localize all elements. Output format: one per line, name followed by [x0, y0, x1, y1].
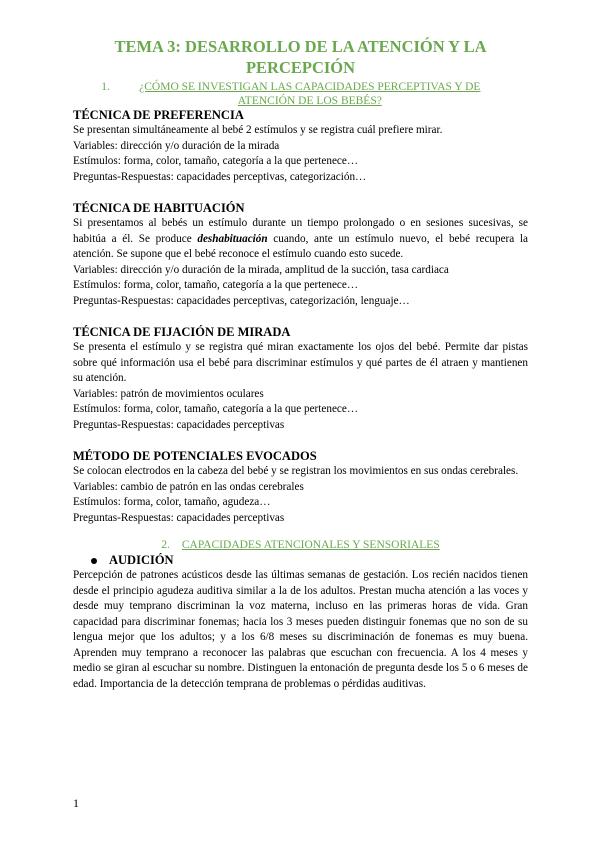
fijacion-line-2: Estímulos: forma, color, tamaño, categoría a la que pertenece…: [73, 403, 359, 415]
page-number: 1: [73, 796, 79, 810]
bullet-dot-icon: [91, 558, 97, 564]
preferencia-line-4: Preguntas-Respuestas: capacidades perceptivas, categorización…: [73, 170, 367, 183]
fijacion-line-3: Preguntas-Respuestas: capacidades perceptivas: [73, 418, 285, 431]
title-line-1: TEMA 3: DESARROLLO DE LA ATENCIÓN Y LA: [114, 37, 487, 56]
preferencia-heading: TÉCNICA DE PREFERENCIA: [73, 108, 244, 122]
section-2-number: 2.: [161, 539, 170, 551]
potenciales-paragraph: Se colocan electrodos en la cabeza del bebé y se registran los movimientos en sus ondas cerebrales.: [73, 465, 519, 477]
spacer: [73, 433, 528, 449]
fijacion-line-1: Variables: patrón de movimientos oculares: [73, 387, 264, 400]
potenciales-line-1: Variables: cambio de patrón en las ondas cerebrales: [73, 480, 304, 493]
section-1-title: ¿CÓMO SE INVESTIGAN LAS CAPACIDADES PERCEPTIVAS Y DE ATENCIÓN DE LOS BEBÉS?: [139, 81, 481, 107]
fijacion-heading: TÉCNICA DE FIJACIÓN DE MIRADA: [73, 325, 291, 339]
section-1-number: 1.: [101, 81, 110, 93]
habituacion-paragraph: [73, 216, 528, 263]
section-2-title: CAPACIDADES ATENCIONALES Y SENSORIALES: [181, 539, 440, 551]
habituacion-text-b: cuando, ante un estímulo nuevo, el bebé recupera la atención. Se supone que el bebé reconoce el estímulo cuando esto sucede.: [73, 232, 528, 260]
fijacion-paragraph: Se presenta el estímulo y se registra qué miran exactamente los ojos del bebé. Permite dar pistas sobre qué información usa el bebé para discriminar estímulos y qué partes de él atraen y mantienen su atención.: [73, 341, 528, 384]
spacer: [73, 309, 528, 325]
habituacion-text-a: Si presentamos al bebés un estímulo durante un tiempo prolongado o en sesiones sucesivas, se habitúa a él. Se produce: [73, 217, 528, 245]
potenciales-heading: MÉTODO DE POTENCIALES EVOCADOS: [73, 449, 317, 463]
preferencia-block: [73, 108, 528, 185]
section-2-heading: [73, 538, 528, 553]
document-page: [73, 36, 528, 692]
document-title: [73, 36, 528, 78]
section-1-heading: [73, 80, 528, 108]
habituacion-heading: TÉCNICA DE HABITUACIÓN: [73, 201, 245, 215]
fijacion-block: [73, 325, 528, 433]
habituacion-line-1: Variables: dirección y/o duración de la mirada, amplitud de la succión, tasa cardiaca: [73, 263, 449, 276]
preferencia-line-2: Variables: dirección y/o duración de la mirada: [73, 139, 280, 152]
title-line-2: PERCEPCIÓN: [245, 58, 356, 77]
preferencia-line-3: Estímulos: forma, color, tamaño, categoría a la que pertenece…: [73, 155, 359, 167]
audicion-paragraph: Percepción de patrones acústicos desde las últimas semanas de gestación. Los recién nacidos tienen desde el principio agudeza auditiva similar a la de los adultos. Prestan mucha atención a las voces y desde muy temprano discriminan la voz materna, incluso en las primeras horas de vida. Gran capacidad para discriminar fonemas; hacia los 3 meses pueden distinguir fonemas que no son de su lengua mejor que los adultos; y a los 6/8 meses su discriminación de fonemas es muy buena. Aprenden muy temprano a reconocer las palabras que escuchan con frecuencia. A los 4 meses y medio se giran al escuchar su nombre. Distinguen la entonación de pregunta desde los 5 o 6 meses de edad. Importancia de la detección temprana de problemas o pérdidas auditivas.: [73, 569, 528, 690]
audicion-heading: AUDICIÓN: [109, 553, 174, 567]
habituacion-line-3: Preguntas-Respuestas: capacidades perceptivas, categorización, lenguaje…: [73, 294, 410, 307]
potenciales-line-2: Estímulos: forma, color, tamaño, agudeza…: [73, 496, 271, 508]
audicion-bullet: [91, 553, 528, 568]
deshabituacion-term: deshabituación: [197, 232, 268, 245]
preferencia-line-1: Se presentan simultáneamente al bebé 2 estímulos y se registra cuál prefiere mirar.: [73, 124, 443, 136]
spacer: [73, 185, 528, 201]
habituacion-block: [73, 201, 528, 309]
potenciales-block: [73, 449, 528, 526]
habituacion-line-2: Estímulos: forma, color, tamaño, categoría a la que pertenece…: [73, 279, 359, 291]
potenciales-line-3: Preguntas-Respuestas: capacidades perceptivas: [73, 511, 285, 524]
